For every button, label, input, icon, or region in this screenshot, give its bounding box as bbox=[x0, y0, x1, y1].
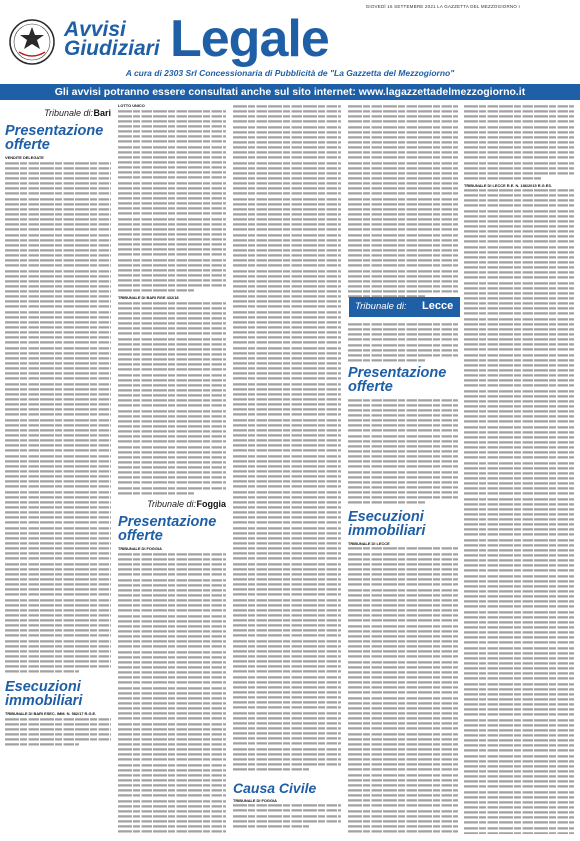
column-5 bbox=[464, 104, 574, 834]
tribunale-header-foggia bbox=[118, 499, 226, 512]
section-title-esecuzioni-2: Esecuzioni immobiliari bbox=[348, 508, 426, 539]
text-block-2 bbox=[118, 301, 226, 496]
text-block-2 bbox=[464, 188, 574, 834]
section-title-causa-civile: Causa Civile bbox=[233, 779, 317, 796]
section-title-presentazione-3: Presentazione offerte bbox=[348, 364, 447, 395]
heading-bari-rge: TRIBUNALE DI BARI RGE 432/18 bbox=[118, 295, 179, 301]
masthead-title-left bbox=[64, 20, 160, 58]
heading-vendite-delegate: VENDITE DELEGATE bbox=[5, 155, 44, 160]
heading-tribunale-foggia: TRIBUNALE DI FOGGIA bbox=[118, 546, 162, 552]
text-block-2 bbox=[233, 803, 341, 828]
text-block-3 bbox=[348, 398, 458, 505]
column-3 bbox=[233, 104, 341, 834]
tribunale-city: Lecce bbox=[422, 300, 454, 312]
heading-tribunale-foggia: TRIBUNALE DI FOGGIA bbox=[233, 797, 277, 803]
tribunale-label: Tribunale di: bbox=[44, 108, 93, 118]
tribunale-header-bari bbox=[5, 108, 111, 121]
tribunale-header-lecce bbox=[349, 297, 460, 317]
section-title-presentazione-2: Presentazione offerte bbox=[118, 514, 217, 545]
heading-lotto-unico: LOTTO UNICO bbox=[118, 104, 145, 108]
section-title-esecuzioni: Esecuzioni immobiliari bbox=[5, 679, 83, 710]
column-2 bbox=[118, 104, 226, 834]
text-block-4 bbox=[348, 546, 458, 834]
column-1 bbox=[5, 104, 111, 834]
section-title-presentazione: Presentazione offerte bbox=[5, 123, 104, 153]
text-block bbox=[348, 104, 458, 299]
heading-tribunale-lecce-re: TRIBUNALE DI LECCE R.E. N. 186/2015 R.G.ES. bbox=[464, 182, 552, 188]
text-block-3 bbox=[118, 552, 226, 834]
word-avvisi: Avvisi bbox=[64, 18, 126, 41]
tribunale-city: Foggia bbox=[196, 499, 226, 510]
masthead bbox=[0, 10, 580, 68]
text-block bbox=[5, 161, 111, 674]
tribunale-city: Bari bbox=[93, 108, 111, 118]
column-4-lower bbox=[348, 322, 458, 834]
word-giudiziari: Giudiziari bbox=[64, 37, 160, 60]
text-block-2 bbox=[5, 717, 111, 747]
website-banner: Gli avvisi potranno essere consultati anche sul sito internet: www.lagazzettadelmezzogiorno.it bbox=[0, 84, 580, 100]
text-block bbox=[118, 109, 226, 293]
heading-esec-imm: TRIBUNALE DI BARI ESEC. IMM. N. 582/17 R.G.E. bbox=[5, 711, 97, 717]
text-block-2 bbox=[348, 322, 458, 363]
topline-text: GIOVEDÌ 16 SETTEMBRE 2021 LA GAZZETTA DEL MEZZOGIORNO I bbox=[365, 4, 520, 9]
tribunale-label: Tribunale di: bbox=[147, 499, 196, 510]
text-block bbox=[233, 104, 341, 772]
heading-tribunale-lecce: TRIBUNALE DI LECCE bbox=[348, 540, 390, 546]
tribunale-label: Tribunale di: bbox=[355, 301, 407, 312]
masthead-big-word: Legale bbox=[170, 10, 329, 68]
text-block bbox=[464, 104, 574, 181]
emblem-icon bbox=[7, 16, 57, 68]
masthead-subtitle: A cura di 2303 Srl Concessionaria di Pubblicità de "La Gazzetta del Mezzogiorno" bbox=[125, 68, 455, 78]
